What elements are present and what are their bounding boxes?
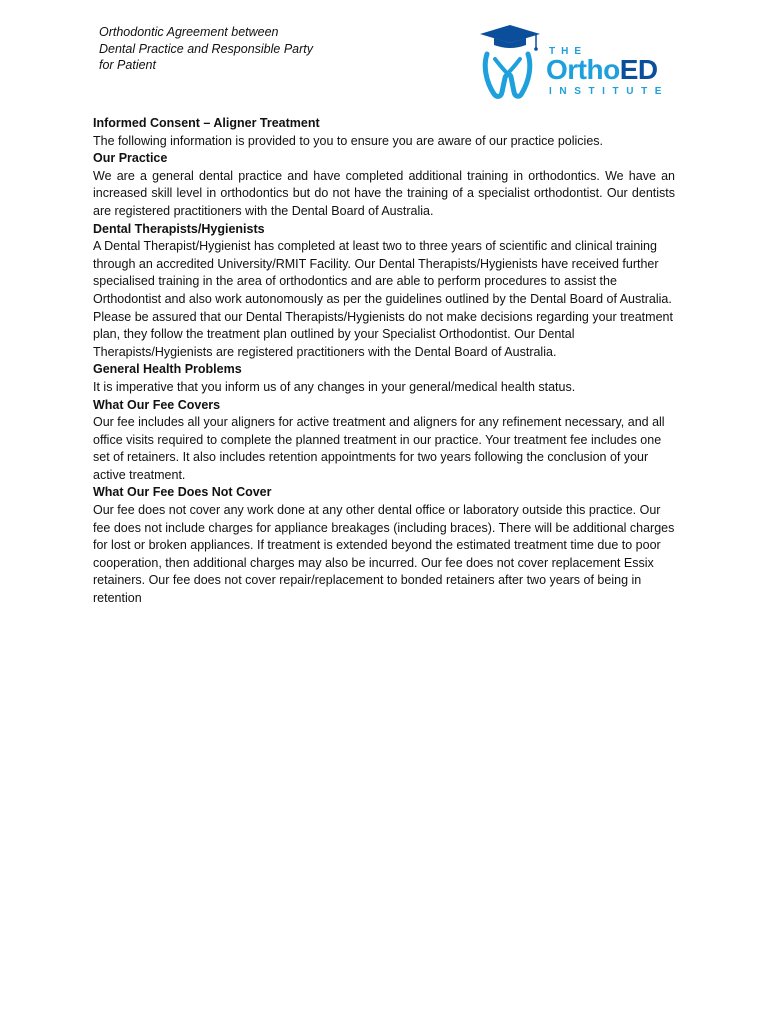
section-heading-fee-covers: What Our Fee Covers: [93, 397, 221, 412]
logo-institute-text: INSTITUTE: [549, 86, 670, 97]
document-title: Informed Consent – Aligner Treatment: [93, 116, 320, 130]
agreement-header: [99, 24, 313, 74]
header-line-1: Orthodontic Agreement between: [99, 25, 279, 39]
section-heading-dental-therapists: Dental Therapists/Hygienists: [93, 221, 265, 236]
logo-wordmark: [546, 55, 658, 85]
section-body-fee-covers: Our fee includes all your aligners for active treatment and aligners for any refinement necessary, and all office visits required to complete the planned treatment in our practice. Your treatment fee includes one set of retainers. It also includes retention appointments for two years following the conclusion of your active treatment.: [93, 415, 665, 482]
header-line-3: for Patient: [99, 58, 156, 72]
section-heading-our-practice: Our Practice: [93, 151, 168, 166]
logo-ed-text: ED: [619, 54, 658, 85]
logo-the-text: THE: [549, 46, 587, 57]
section-body-general-health: It is imperative that you inform us of any changes in your general/medical health status.: [93, 379, 576, 394]
section-body-our-practice: We are a general dental practice and have completed additional training in orthodontics. We have an increased skill level in orthodontics but do not have the training of a specialist orthodontist. Our dentists are registered practitioners with the Dental Board of Australia.: [93, 168, 675, 218]
section-heading-general-health: General Health Problems: [93, 362, 242, 377]
document-body: [93, 115, 675, 608]
section-body-fee-not-cover: Our fee does not cover any work done at any other dental office or laboratory outside this practice. Our fee does not include charges for appliance breakages (including braces). There will be additional charges for lost or broken appliances. If treatment is extended beyond the estimated treatment time due to poor cooperation, then additional charges may also be incurred. Our fee does not cover replacement Essix retainers. Our fee does not cover repair/replacement to bonded retainers after two years of being in retention: [93, 503, 675, 606]
header-line-2: Dental Practice and Responsible Party: [99, 41, 314, 56]
graduation-cap-tooth-icon: [476, 24, 546, 100]
intro-paragraph: The following information is provided to you to ensure you are aware of our practice policies.: [93, 133, 603, 148]
section-body-dental-therapists: A Dental Therapist/Hygienist has completed at least two to three years of scientific and clinical training through an accredited University/RMIT Facility. Our Dental Therapists/Hygienists have received further specialised training in the area of orthodontics and are able to perform procedures to assist the Orthodontist and also work autonomously as per the guidelines outlined by the Dental Board of Australia. Please be assured that our Dental Therapists/Hygienists do not make decisions regarding your treatment plan, they follow the treatment plan outlined by your Specialist Orthodontist. Our Dental Therapists/Hygienists are registered practitioners with the Dental Board of Australia.: [93, 239, 673, 359]
orthoed-logo: [476, 24, 676, 100]
logo-ortho-text: Ortho: [546, 54, 620, 85]
section-heading-fee-not-cover: What Our Fee Does Not Cover: [93, 485, 272, 500]
